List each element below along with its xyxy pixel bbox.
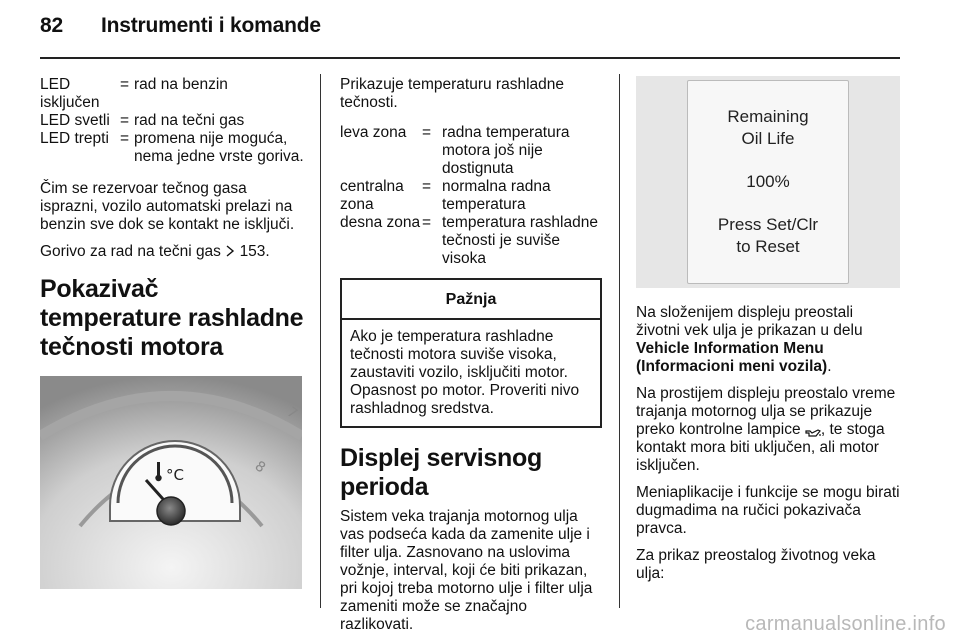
column-middle xyxy=(340,76,604,634)
warning-title: Pažnja xyxy=(342,280,600,320)
unit-label: °C xyxy=(166,466,184,484)
definition-equals: = xyxy=(120,112,130,129)
definition-term: leva zona xyxy=(340,124,407,141)
definition-term: desna zona xyxy=(340,214,421,231)
definition-equals: = xyxy=(422,124,432,141)
paragraph-simple-end: , te stoga kontakt mora biti uključen, ali motor isključen. xyxy=(636,421,885,474)
watermark: carmanualsonline.info xyxy=(745,613,946,635)
display-line-press: Press Set/Clr xyxy=(717,215,819,235)
display-line-remaining: Remaining xyxy=(727,106,809,126)
paragraph-lpg-empty: Čim se rezervoar tečnog gasa isprazni, vozilo automatski prelazi na benzin sve dok se kontakt ne isključi. xyxy=(40,180,295,233)
page-number: 82 xyxy=(40,14,63,37)
definition-term: LED svetli xyxy=(40,112,110,129)
display-percent: 100% xyxy=(746,171,790,191)
tick-label-8: 8 xyxy=(251,458,269,477)
page-ref-arrow-icon xyxy=(225,243,239,260)
definition-value: rad na benzin xyxy=(134,76,228,93)
zone-definition-list xyxy=(340,124,604,268)
definition-equals: = xyxy=(120,130,130,147)
section-title-service: Displej servisnog perioda xyxy=(340,444,542,501)
column-divider-1 xyxy=(320,74,321,608)
column-divider-2 xyxy=(619,74,620,608)
page-ref-link[interactable]: 153. xyxy=(239,243,270,260)
definition-term: LED trepti xyxy=(40,130,109,147)
led-definition-list xyxy=(40,76,306,166)
definition-equals: = xyxy=(422,178,432,195)
oil-can-icon xyxy=(805,425,821,435)
section-title-coolant: Pokazivač temperature rashladne tečnosti motora xyxy=(40,275,304,361)
coolant-gauge-photo xyxy=(40,376,302,589)
paragraph-complex-text: Na složenijem displeju preostali životni vek ulja je prikazan u delu xyxy=(636,304,863,339)
chapter-title: Instrumenti i komande xyxy=(100,14,321,37)
display-title xyxy=(688,106,848,150)
display-line-reset: to Reset xyxy=(736,237,800,257)
warning-box xyxy=(340,278,602,428)
warning-body: Ako je temperatura rashladne tečnosti motora suviše visoka, zaustaviti vozilo, isključiti motor. Opasnost po motor. Proveriti nivo rashladnog sredstva. xyxy=(350,328,580,417)
page-header xyxy=(40,14,321,50)
display-instruction xyxy=(688,214,848,258)
definition-equals: = xyxy=(422,214,432,231)
paragraph-complex-end: . xyxy=(827,358,832,375)
display-line-oil-life: Oil Life xyxy=(741,128,795,148)
paragraph-simple-display xyxy=(636,385,900,475)
paragraph-simple-text: Na prostijem displeju preostalo vreme trajanja motornog ulja se prikazuje preko kontrolne lampice xyxy=(636,385,896,438)
definition-value: rad na tečni gas xyxy=(134,112,245,129)
oil-life-screen xyxy=(687,80,849,284)
paragraph-oil-life-intro: Za prikaz preostalog životnog veka ulja: xyxy=(636,547,876,582)
oil-life-display-image xyxy=(636,76,900,288)
definition-value: promena nije moguća, nema jedne vrste goriva. xyxy=(134,130,304,165)
column-right xyxy=(636,76,900,583)
menu-name: Vehicle Information Menu (Informacioni meni vozila) xyxy=(636,340,828,375)
definition-value: radna temperatura motora još nije dostignuta xyxy=(442,124,570,177)
paragraph-lpg-ref xyxy=(40,243,306,261)
definition-value: temperatura rashladne tečnosti je suviše visoka xyxy=(442,214,598,267)
definition-term: LED isključen xyxy=(40,76,100,111)
header-divider xyxy=(40,57,900,59)
paragraph-lpg-ref-text: Gorivo za rad na tečni gas xyxy=(40,243,221,260)
paragraph-menu-apps: Meniaplikacije i funkcije se mogu birati dugmadima na ručici pokazivača pravca. xyxy=(636,484,900,537)
definition-term: centralna zona xyxy=(340,178,404,213)
definition-value: normalna radna temperatura xyxy=(442,178,551,213)
column-left xyxy=(40,76,306,589)
definition-equals: = xyxy=(120,76,130,93)
paragraph-intro: Prikazuje temperaturu rashladne tečnosti. xyxy=(340,76,565,111)
paragraph-complex-display xyxy=(636,304,900,376)
paragraph-service: Sistem veka trajanja motornog ulja vas podseća kada da zamenite ulje i filter ulja. Zasnovano na uslovima vožnje, interval, koji će biti prikazan, pri kojoj treba motorno ulje i filter ulja zameniti može se značajno razlikovati. xyxy=(340,508,593,633)
tick-label-7: 7 xyxy=(283,404,301,423)
